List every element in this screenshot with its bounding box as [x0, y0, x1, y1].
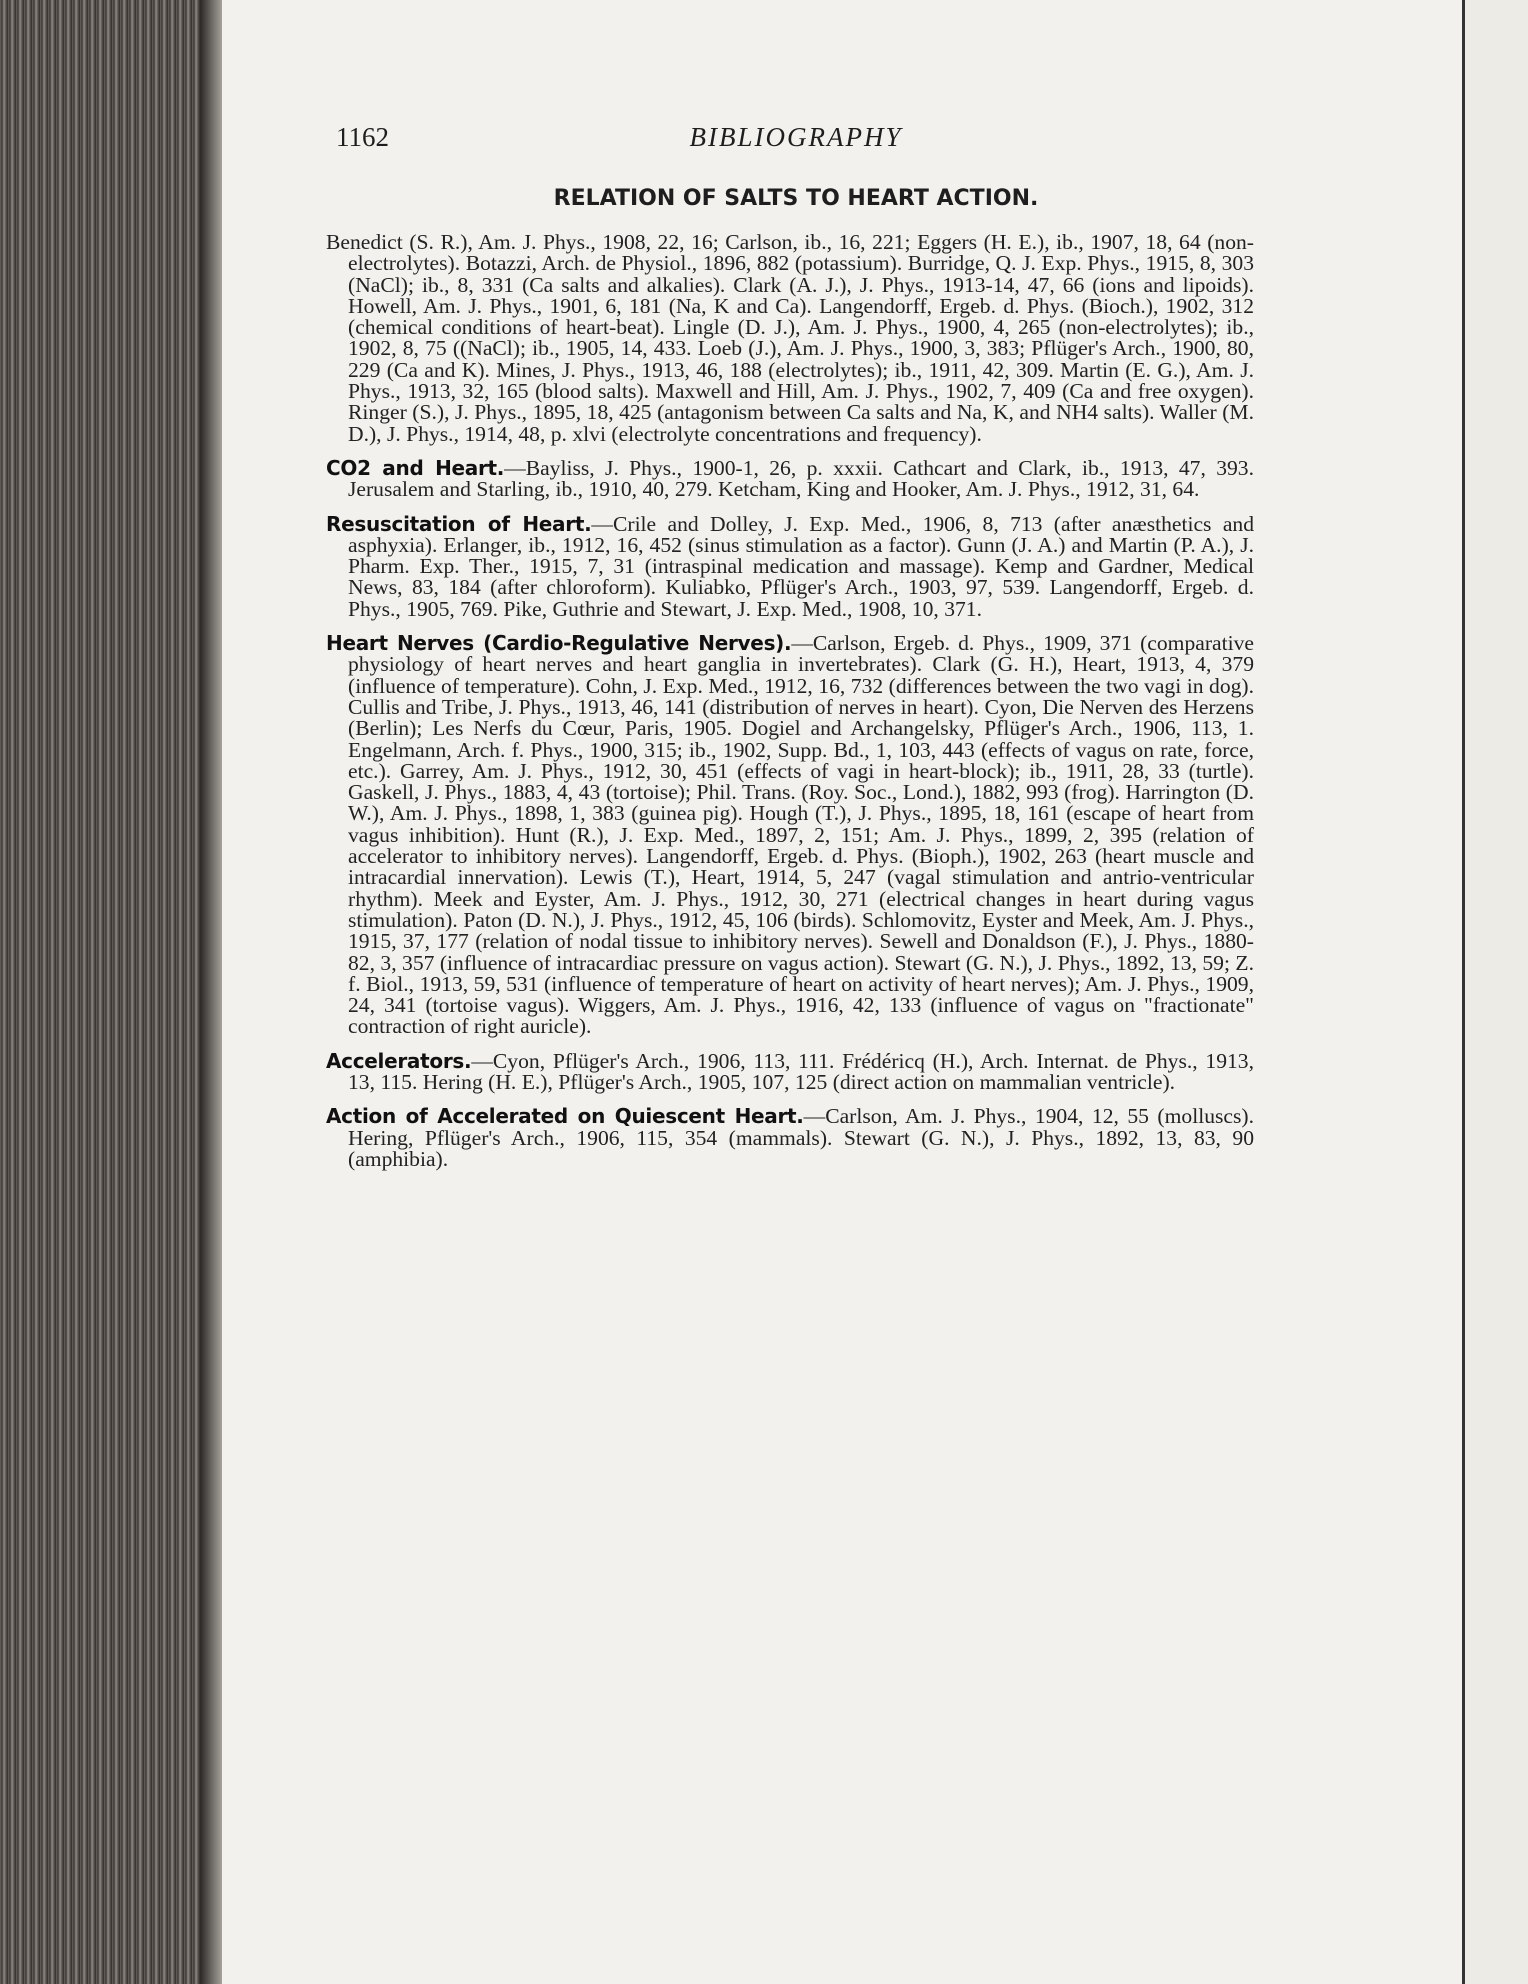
bibliography-entry — [326, 511, 1254, 621]
bibliography-entry — [326, 633, 1254, 1038]
entry-body: —Crile and Dolley, J. Exp. Med., 1906, 8, 713 (after anæsthetics and asphyxia). Erlanger, ib., 1912, 16, 452 (sinus stimulation as a factor). Gunn (J. A.) and Martin (P. A.), J. Pharm. Exp. Ther., 1915, 7, 31 (intraspinal medication and massage). Kemp and Gardner, Medical News, 83, 184 (after chloroform). Kuliabko, Pflüger's Arch., 1903, 97, 539. Langendorff, Ergeb. d. Phys., 1905, 769. Pike, Guthrie and Stewart, J. Exp. Med., 1908, 10, 371. — [348, 511, 1254, 621]
running-title: BIBLIOGRAPHY — [689, 122, 903, 152]
bibliography-entry — [326, 232, 1254, 445]
entry-heading: Accelerators. — [326, 1048, 472, 1073]
bibliography-entry — [326, 455, 1254, 502]
right-margin-strip — [1462, 0, 1528, 1984]
running-head — [336, 122, 1256, 162]
entry-body: —Carlson, Am. J. Phys., 1904, 12, 55 (molluscs). Hering, Pflüger's Arch., 1906, 115, 354 (mammals). Stewart (G. N.), J. Phys., 1892, 13, 83, 90 (amphibia). — [348, 1104, 1254, 1171]
entry-body: Benedict (S. R.), Am. J. Phys., 1908, 22, 16; Carlson, ib., 16, 221; Eggers (H. E.), ib., 1907, 18, 64 (non-electrolytes). Botazzi, Arch. de Physiol., 1896, 882 (potassium). Burridge, Q. J. Exp. Phys., 1915, 8, 303 (NaCl); ib., 8, 331 (Ca salts and alkalies). Clark (A. J.), J. Phys., 1913-14, 47, 66 (ions and lipoids). Howell, Am. J. Phys., 1901, 6, 181 (Na, K and Ca). Langendorff, Ergeb. d. Phys. (Bioch.), 1902, 312 (chemical conditions of heart-beat). Lingle (D. J.), Am. J. Phys., 1900, 4, 265 (non-electrolytes); ib., 1902, 8, 75 ((NaCl); ib., 1905, 14, 433. Loeb (J.), Am. J. Phys., 1900, 3, 383; Pflüger's Arch., 1900, 80, 229 (Ca and K). Mines, J. Phys., 1913, 46, 188 (electrolytes); ib., 1911, 42, 309. Martin (E. G.), Am. J. Phys., 1913, 32, 165 (blood salts). Maxwell and Hill, Am. J. Phys., 1902, 7, 409 (Ca and free oxygen). Ringer (S.), J. Phys., 1895, 18, 425 (antagonism between Ca salts and Na, K, and NH4 salts). Waller (M. D.), J. Phys., 1914, 48, p. xlvi (electrolyte concentrations and frequency). — [326, 230, 1254, 446]
bibliography-entry — [326, 1106, 1254, 1170]
page-number: 1162 — [336, 122, 389, 152]
section-heading: RELATION OF SALTS TO HEART ACTION. — [553, 186, 1039, 211]
bibliography-entries — [326, 232, 1254, 1183]
entry-heading: Resuscitation of Heart. — [326, 511, 592, 536]
entry-heading: Heart Nerves (Cardio-Regulative Nerves). — [326, 631, 792, 656]
entry-body: —Carlson, Ergeb. d. Phys., 1909, 371 (comparative physiology of heart nerves and heart ganglia in invertebrates). Clark (G. H.), Heart, 1913, 4, 379 (influence of temperature). Cohn, J. Exp. Med., 1912, 16, 732 (differences between the two vagi in dog). Cullis and Tribe, J. Phys., 1913, 46, 141 (distribution of nerves in heart). Cyon, Die Nerven des Herzens (Berlin); Les Nerfs du Cœur, Paris, 1905. Dogiel and Archangelsky, Pflüger's Arch., 1906, 113, 1. Engelmann, Arch. f. Phys., 1900, 315; ib., 1902, Supp. Bd., 1, 103, 443 (effects of vagus on rate, force, etc.). Garrey, Am. J. Phys., 1912, 30, 451 (effects of vagi in heart-block); ib., 1911, 28, 33 (turtle). Gaskell, J. Phys., 1883, 4, 43 (tortoise); Phil. Trans. (Roy. Soc., Lond.), 1882, 993 (frog). Harrington (D. W.), Am. J. Phys., 1898, 1, 383 (guinea pig). Hough (T.), J. Phys., 1895, 18, 161 (escape of heart from vagus inhibition). Hunt (R.), J. Exp. Med., 1897, 2, 151; Am. J. Phys., 1899, 2, 395 (relation of accelerator to inhibitory nerves). Langendorff, Ergeb. d. Phys. (Bioph.), 1902, 263 (heart muscle and intracardial innervation). Lewis (T.), Heart, 1914, 5, 247 (vagal stimulation and antrio-ventricular rhythm). Meek and Eyster, Am. J. Phys., 1912, 30, 271 (electrical changes in heart during vagus stimulation). Paton (D. N.), J. Phys., 1912, 45, 106 (birds). Schlomovitz, Eyster and Meek, Am. J. Phys., 1915, 37, 177 (relation of nodal tissue to inhibitory nerves). Sewell and Donaldson (F.), J. Phys., 1880-82, 3, 357 (influence of intracardiac pressure on vagus action). Stewart (G. N.), J. Phys., 1892, 13, 59; Z. f. Biol., 1913, 59, 531 (influence of temperature of heart on activity of heart nerves); Am. J. Phys., 1909, 24, 341 (tortoise vagus). Wiggers, Am. J. Phys., 1916, 42, 133 (influence of vagus on "fractionate" contraction of right auricle). — [348, 631, 1254, 1039]
entry-body: —Cyon, Pflüger's Arch., 1906, 113, 111. Frédéricq (H.), Arch. Internat. de Phys., 1913, 13, 115. Hering (H. E.), Pflüger's Arch., 1905, 107, 125 (direct action on mammalian ventricle). — [348, 1048, 1254, 1094]
entry-heading: Action of Accelerated on Quiescent Heart. — [326, 1104, 804, 1129]
book-page-edges — [0, 0, 210, 1984]
entry-body: —Bayliss, J. Phys., 1900-1, 26, p. xxxii. Cathcart and Clark, ib., 1913, 47, 393. Jerusalem and Starling, ib., 1910, 40, 279. Ketcham, King and Hooker, Am. J. Phys., 1912, 31, 64. — [348, 455, 1254, 502]
entry-heading: CO2 and Heart. — [326, 455, 505, 480]
bibliography-entry — [326, 1048, 1254, 1094]
